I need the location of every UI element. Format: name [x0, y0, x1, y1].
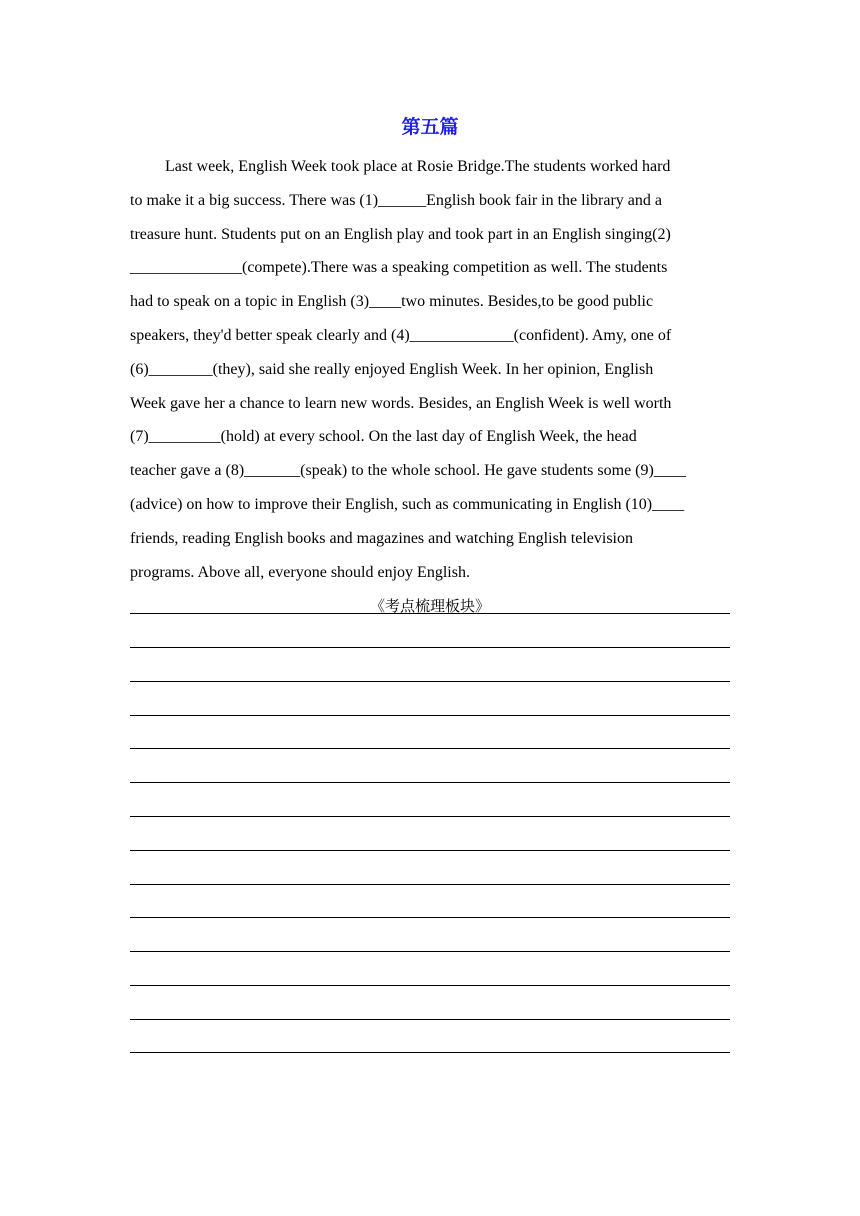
- writing-line: [130, 782, 730, 783]
- passage-line: Week gave her a chance to learn new words. Besides, an English Week is well worth: [130, 394, 672, 412]
- passage-line: had to speak on a topic in English (3)____two minutes. Besides,to be good public: [130, 293, 654, 311]
- writing-line: [130, 647, 730, 648]
- writing-line: [130, 613, 730, 614]
- writing-line: [130, 816, 730, 817]
- passage-line: teacher gave a (8)_______(speak) to the whole school. He gave students some (9)____: [130, 462, 686, 480]
- passage-line: Last week, English Week took place at Rosie Bridge.The students worked hard: [165, 158, 671, 175]
- writing-line: [130, 850, 730, 851]
- writing-line: [130, 1052, 730, 1053]
- passage-line: ______________(compete).There was a speaking competition as well. The students: [130, 259, 668, 277]
- writing-line: [130, 681, 730, 682]
- section-heading: 《考点梳理板块》: [369, 597, 490, 615]
- writing-line: [130, 715, 730, 716]
- writing-line: [130, 917, 730, 918]
- passage-line: treasure hunt. Students put on an English play and took part in an English singing(2): [130, 225, 671, 243]
- writing-line: [130, 951, 730, 952]
- passage-line: friends, reading English books and magazines and watching English television: [130, 529, 633, 547]
- page-title: 第五篇: [401, 116, 459, 138]
- passage-line: programs. Above all, everyone should enjoy English.: [130, 563, 470, 581]
- passage: [130, 150, 730, 589]
- passage-line: speakers, they'd better speak clearly and (4)_____________(confident). Amy, one of: [130, 326, 672, 344]
- writing-line: [130, 1019, 730, 1020]
- writing-line: [130, 884, 730, 885]
- passage-line: (advice) on how to improve their English, such as communicating in English (10)____: [130, 495, 685, 513]
- passage-line: (6)________(they), said she really enjoyed English Week. In her opinion, English: [130, 360, 654, 378]
- writing-line: [130, 748, 730, 749]
- passage-line: to make it a big success. There was (1)______English book fair in the library and a: [130, 191, 663, 209]
- writing-line: [130, 985, 730, 986]
- passage-line: (7)_________(hold) at every school. On the last day of English Week, the head: [130, 428, 637, 446]
